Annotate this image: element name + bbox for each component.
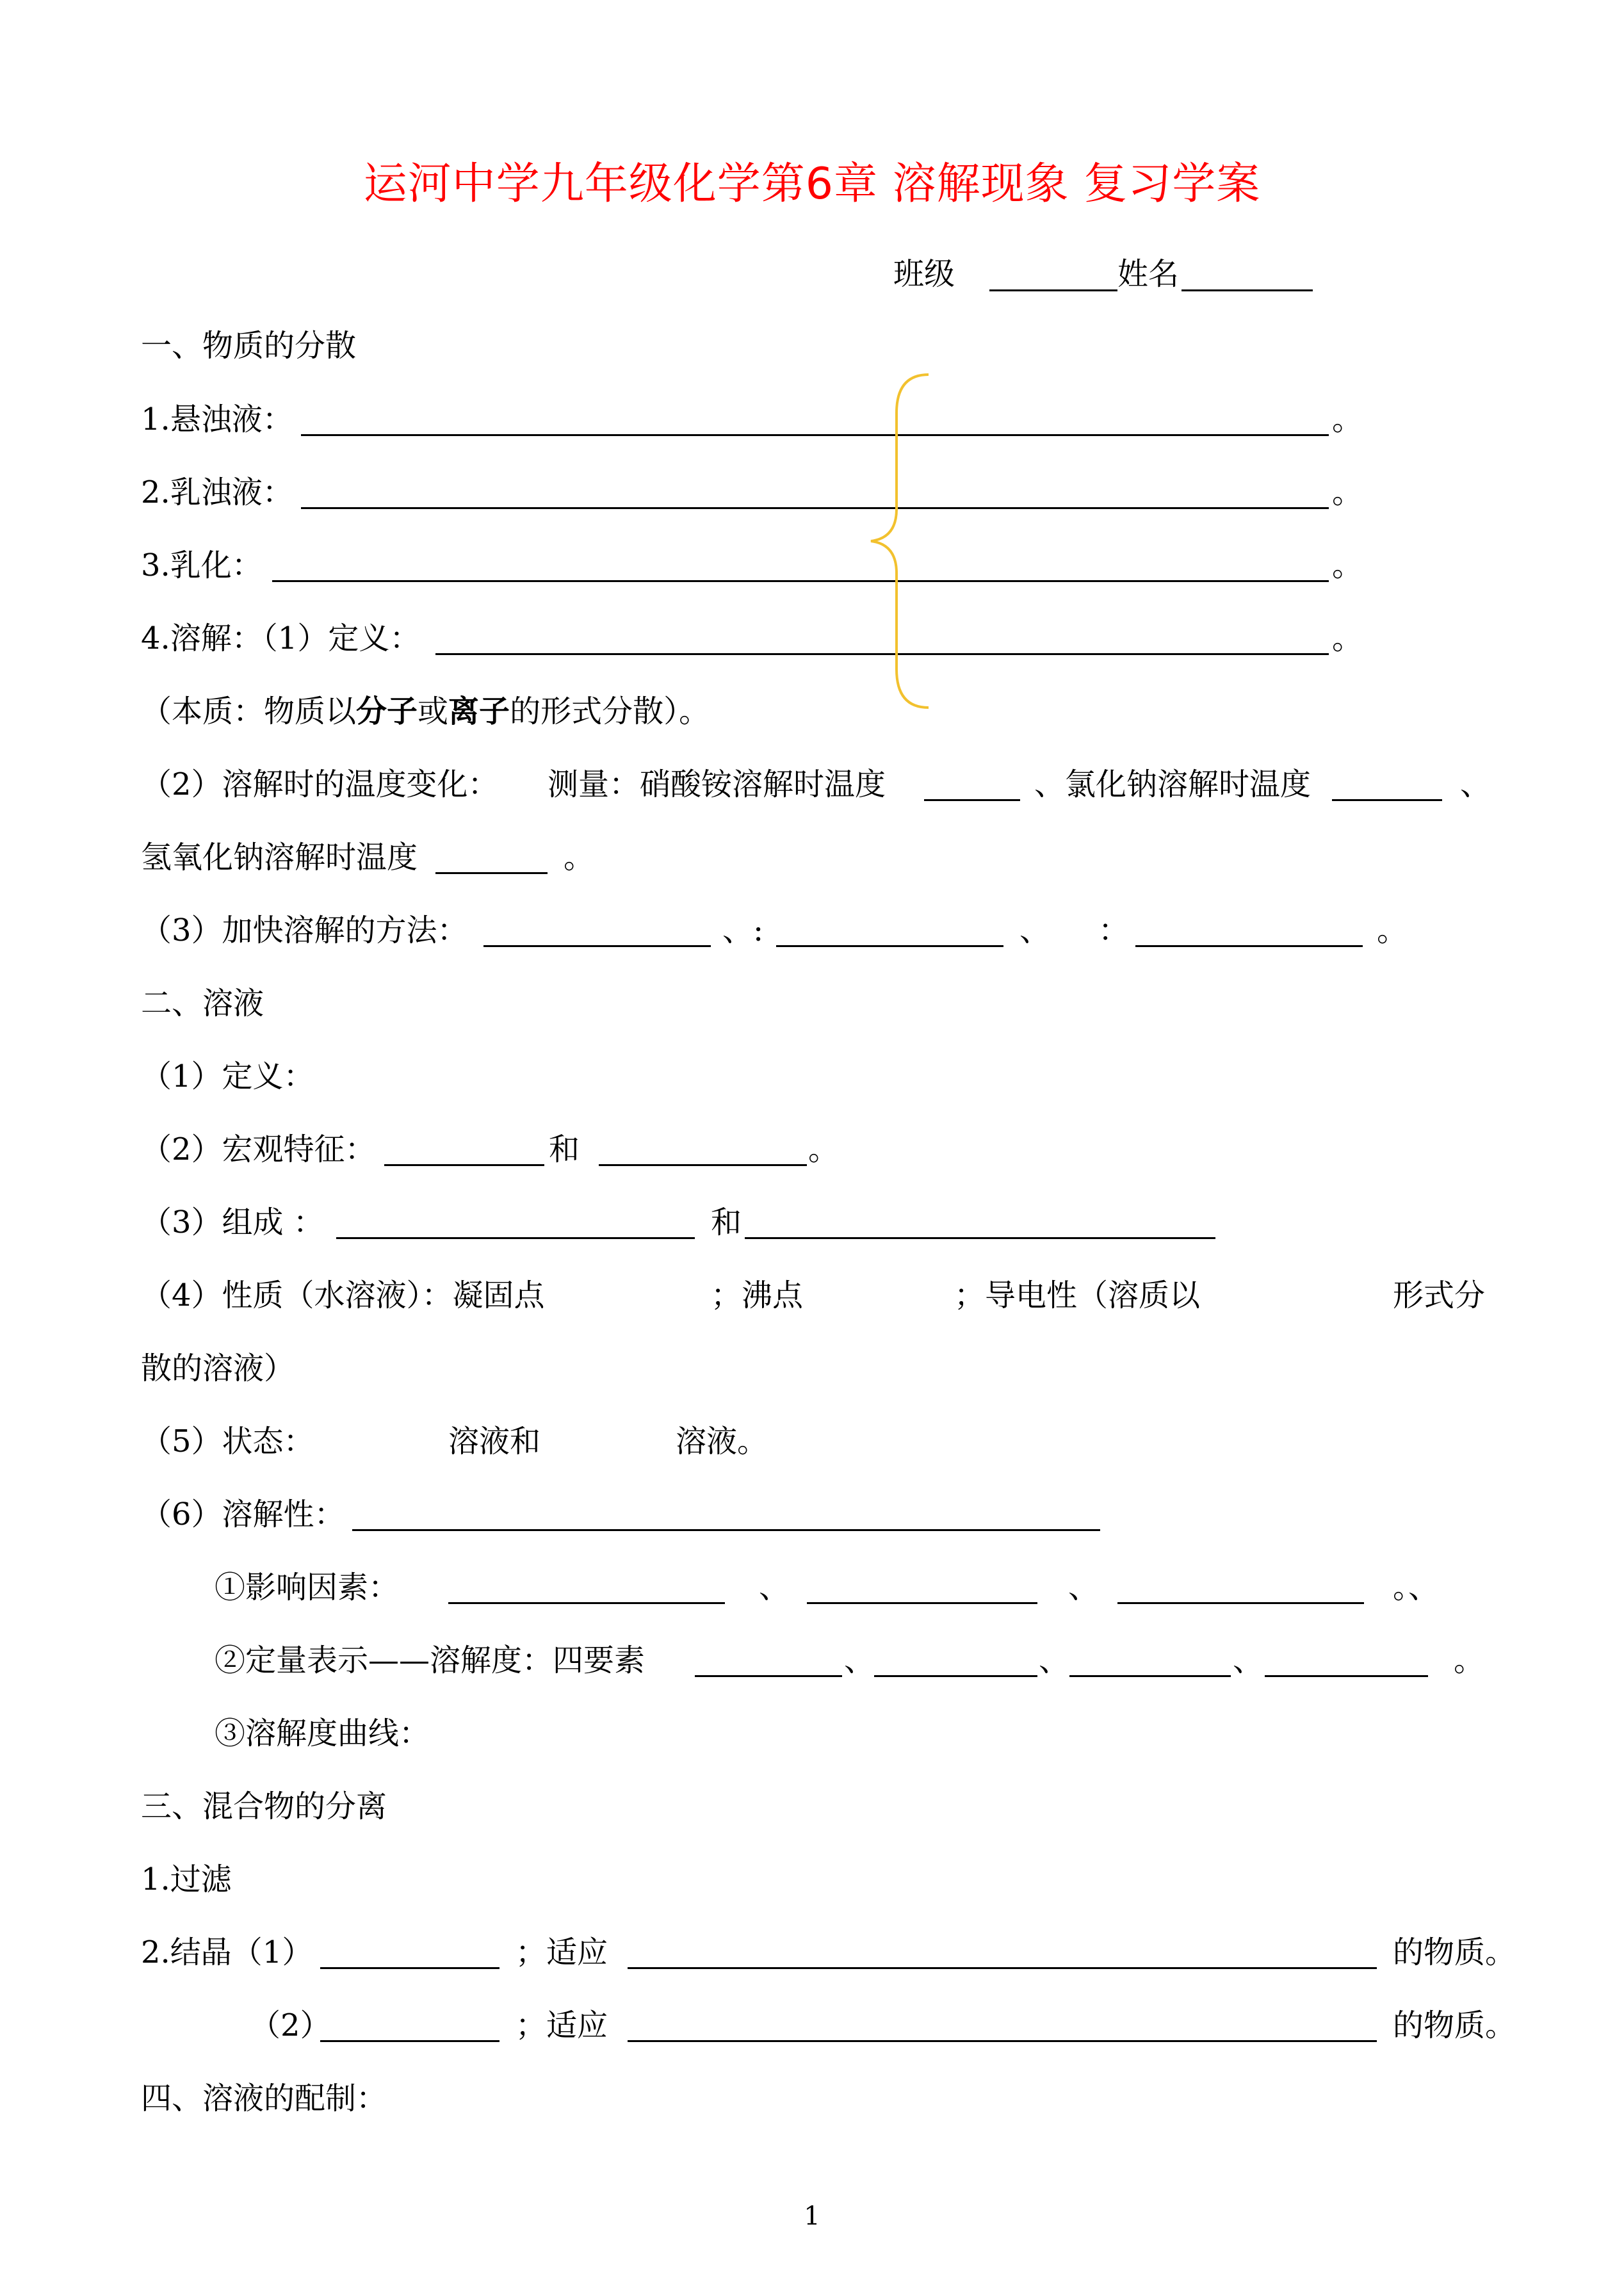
separator: ： [1098,912,1130,948]
section-3-heading: 三、混合物的分离 [141,1788,387,1824]
emulsion-blank[interactable] [301,507,1329,509]
ion-term: 离子 [448,693,510,729]
property-freezing-label: （4）性质（水溶液）：凝固点 [141,1277,545,1313]
crystallization-2-blank[interactable] [320,2040,499,2042]
separator: 、 [1019,912,1051,948]
macro-feature-blank-1[interactable] [384,1164,544,1166]
separator: 、 [1233,1642,1264,1678]
element-blank-1[interactable] [695,1675,842,1677]
sodium-hydroxide-blank[interactable] [435,872,548,874]
essence-line [141,692,710,731]
speed-method-blank-3[interactable] [1135,945,1363,947]
essence-text: （本质：物质以 [141,693,357,729]
item-suspension-label: 1.悬浊液： [141,401,293,437]
state-label: （5）状态： [141,1423,314,1459]
substance-text: 的物质。 [1393,2007,1516,2043]
name-label: 姓名 [1117,256,1180,292]
sodium-hydroxide-label: 氢氧化钠溶解时温度 [141,839,418,875]
factor-blank-2[interactable] [807,1602,1037,1604]
separator: 、 [759,1569,790,1605]
crystallization-1-blank[interactable] [320,1967,499,1969]
solution-definition-label: （1）定义： [141,1058,314,1094]
period: 。 [1454,1642,1485,1678]
element-blank-3[interactable] [1069,1675,1231,1677]
crystallization-1-label: 2.结晶（1） [141,1934,313,1970]
macro-feature-blank-2[interactable] [599,1164,807,1166]
item-emulsification-label: 3.乳化： [141,547,263,583]
crystallization-1-suitable-blank[interactable] [628,1967,1377,1969]
property-form-label: 形式分 [1393,1277,1486,1313]
state-solution-end: 溶液。 [676,1423,768,1459]
page-title: 运河中学九年级化学第6章 溶解现象 复习学案 [363,159,1261,209]
molecule-term: 分子 [356,693,418,729]
speed-method-blank-1[interactable] [483,945,711,947]
crystallization-2-suitable-blank[interactable] [628,2040,1377,2042]
separator: 、 [1460,766,1491,802]
property-continuation: 散的溶液） [141,1350,295,1386]
or-text: 或 [418,693,449,729]
macro-features-label: （2）宏观特征： [141,1131,376,1167]
separator: 、 [1039,1642,1070,1678]
composition-blank-1[interactable] [336,1237,695,1239]
suitable-label: ；适应 [516,1934,608,1970]
period: 。 [1332,547,1363,583]
class-blank[interactable] [989,289,1117,291]
essence-end: 的形式分散）。 [510,693,710,729]
quantitative-label: ②定量表示——溶解度：四要素 [215,1642,646,1678]
and-text: 和 [549,1131,580,1167]
brace-icon [868,368,932,714]
period: 。 [1332,401,1363,437]
page-number: 1 [804,2202,820,2231]
ammonium-nitrate-blank[interactable] [924,799,1020,801]
factors-label: ①影响因素： [215,1569,400,1605]
state-solution-and: 溶液和 [448,1423,541,1459]
property-boiling-label: ；沸点 [711,1277,804,1313]
factor-blank-3[interactable] [1117,1602,1364,1604]
section-2-heading: 二、溶液 [141,985,264,1021]
composition-label: （3）组成 ： [141,1204,324,1240]
separator: 、 [1068,1569,1100,1605]
sodium-chloride-blank[interactable] [1332,799,1442,801]
speed-method-blank-2[interactable] [776,945,1003,947]
composition-blank-2[interactable] [745,1237,1215,1239]
class-label: 班级 [893,256,955,292]
item-emulsion-label: 2.乳浊液： [141,474,293,510]
factor-blank-1[interactable] [448,1602,725,1604]
item-dissolution-label: 4.溶解：（1）定义： [141,620,421,656]
emulsification-blank[interactable] [272,580,1329,582]
separator: 、 [844,1642,875,1678]
name-blank[interactable] [1181,289,1313,291]
section-1-heading: 一、物质的分散 [141,328,357,364]
section-4-heading: 四、溶液的配制： [141,2080,387,2116]
substance-text: 的物质。 [1393,1934,1516,1970]
solubility-curve-label: ③溶解度曲线： [215,1715,430,1751]
period: 。、 [1393,1569,1440,1605]
separator: 、: [722,912,764,948]
solubility-blank[interactable] [352,1529,1100,1531]
period: 。 [1332,620,1363,656]
suitable-label: ；适应 [516,2007,608,2043]
and-text: 和 [711,1204,742,1240]
element-blank-2[interactable] [874,1675,1037,1677]
period: 。 [1332,474,1363,510]
filtration-label: 1.过滤 [141,1861,232,1897]
element-blank-4[interactable] [1265,1675,1428,1677]
property-conductivity-label: ；导电性（溶质以 [954,1277,1201,1313]
period: 。 [1377,912,1408,948]
solubility-label: （6）溶解性： [141,1496,345,1532]
suspension-blank[interactable] [301,434,1329,436]
ammonium-nitrate-label: 测量：硝酸铵溶解时温度 [548,766,886,802]
temp-change-label: （2）溶解时的温度变化： [141,766,499,802]
speed-up-label: （3）加快溶解的方法： [141,912,468,948]
period: 。 [564,839,595,875]
crystallization-2-label: （2） [250,2007,331,2043]
sodium-chloride-label: 、氯化钠溶解时温度 [1034,766,1311,802]
period: 。 [808,1131,840,1167]
